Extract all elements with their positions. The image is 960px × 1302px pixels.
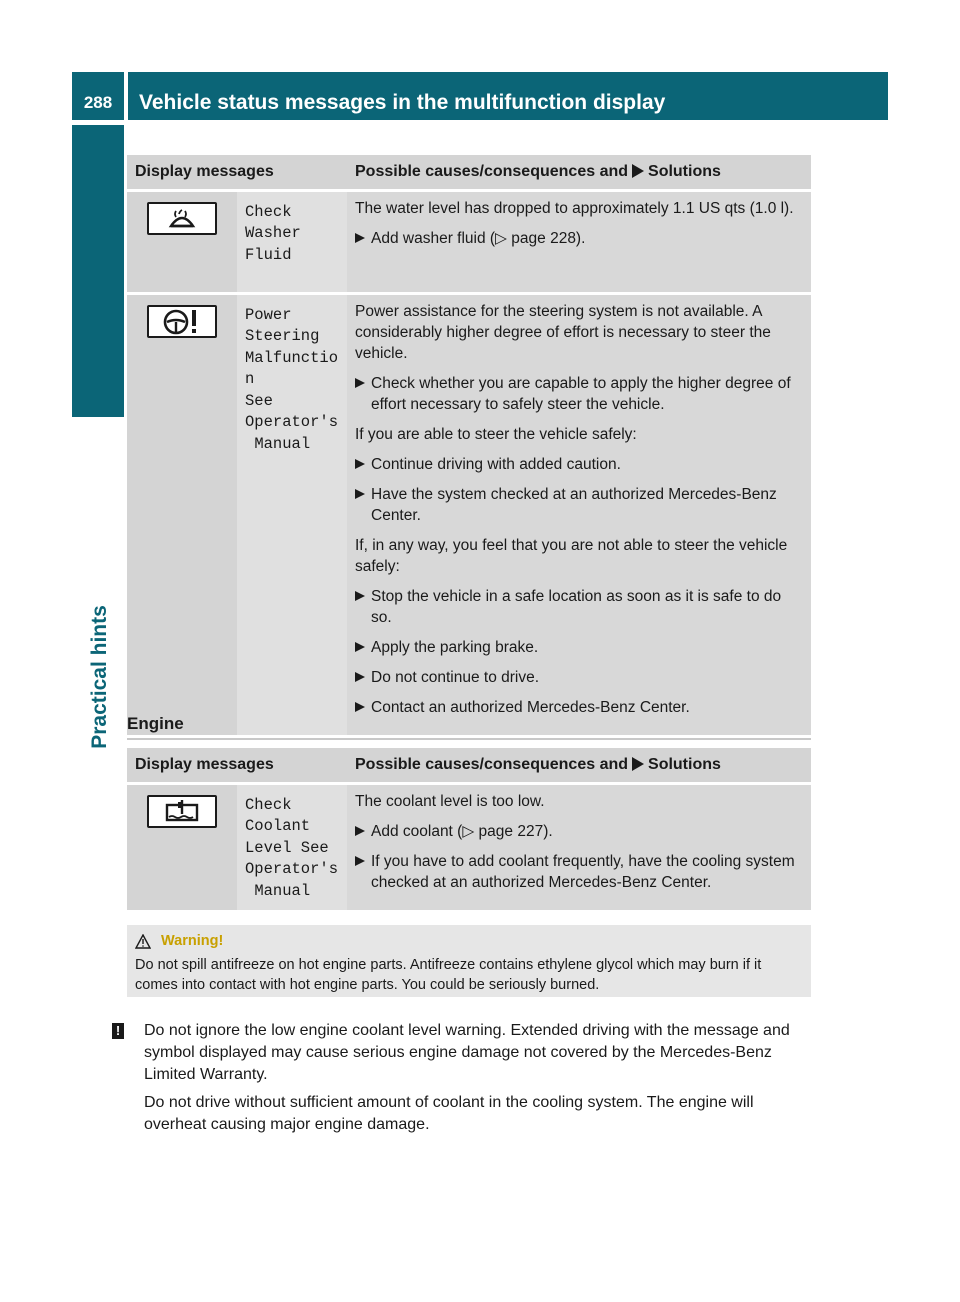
solution-text: Have the system checked at an authorized Mercedes-Benz Center. (371, 485, 777, 524)
arrow-right-icon (632, 164, 644, 178)
solution-bullet (355, 228, 803, 249)
bullet-arrow-icon (355, 459, 365, 469)
icon-cell (127, 293, 237, 735)
bullet-arrow-icon (355, 672, 365, 682)
solution-text: Check whether you are capable to apply the higher degree of effort necessary to safely steer the vehicle. (371, 374, 791, 413)
header-solutions (347, 155, 811, 190)
header-solutions-text-2: Solutions (648, 755, 721, 773)
note-paragraph: Do not drive without sufficient amount of coolant in the cooling system. The engine will overheat causing major engine damage. (144, 1094, 754, 1133)
display-message: Check Washer Fluid (237, 190, 347, 293)
cause-text: If, in any way, you feel that you are not able to steer the vehicle safely: (355, 536, 788, 575)
warning-title (135, 931, 803, 951)
status-table (127, 155, 811, 735)
bullet-arrow-icon (355, 489, 365, 499)
solution-text: Add washer fluid (▷ page 228). (371, 229, 586, 247)
solution-cell (347, 783, 811, 910)
solution-bullet (355, 821, 803, 842)
bullet-arrow-icon (355, 642, 365, 652)
solution-bullet (355, 637, 803, 658)
cause-text: The coolant level is too low. (355, 792, 545, 810)
bullet-arrow-icon (355, 233, 365, 243)
solution-text: Do not continue to drive. (371, 668, 540, 686)
arrow-right-icon (632, 757, 644, 771)
display-message: Power Steering Malfunctio n See Operator's Manual (237, 293, 347, 735)
solution-text: Continue driving with added caution. (371, 455, 621, 473)
solution-bullet (355, 454, 803, 475)
icon-cell (127, 783, 237, 910)
side-tab (72, 125, 124, 417)
solution-bullet (355, 851, 803, 893)
warning-title-text: Warning! (161, 933, 224, 949)
table-header-row (127, 748, 811, 783)
bullet-arrow-icon (355, 702, 365, 712)
coolant-level-icon (147, 795, 217, 828)
header-display-messages: Display messages (127, 748, 347, 783)
table-header-row (127, 155, 811, 190)
washer-fluid-icon (147, 202, 217, 235)
cause-text: Power assistance for the steering system is not available. A considerably higher degree of effort is necessary to steer the vehicle. (355, 302, 771, 362)
solution-text: Add coolant (▷ page 227). (371, 822, 553, 840)
cause-text: If you are able to steer the vehicle safely: (355, 425, 637, 443)
solution-bullet (355, 667, 803, 688)
warning-text: Do not spill antifreeze on hot engine parts. Antifreeze contains ethylene glycol which may burn if it comes into contact with hot engine parts. You could be seriously burned. (135, 957, 762, 993)
solution-bullet (355, 586, 803, 628)
engine-table (127, 748, 811, 910)
header-solutions-text: Possible causes/consequences and (355, 162, 629, 180)
table-row (127, 190, 811, 293)
display-message: Check Coolant Level See Operator's Manual (237, 783, 347, 910)
note-block (112, 1020, 817, 1142)
header-solutions (347, 748, 811, 783)
solution-text: If you have to add coolant frequently, have the cooling system checked at an authorized Mercedes-Benz Center. (371, 852, 795, 891)
solution-text: Stop the vehicle in a safe location as soon as it is safe to do so. (371, 587, 782, 626)
solution-cell (347, 190, 811, 293)
header-solutions-text-2: Solutions (648, 162, 721, 180)
side-label-text: Practical hints (88, 605, 111, 749)
power-steering-warning-icon (147, 305, 217, 338)
solution-text: Apply the parking brake. (371, 638, 539, 656)
solution-text: Contact an authorized Mercedes-Benz Center. (371, 698, 690, 716)
page-number: 288 (72, 72, 124, 120)
bullet-arrow-icon (355, 826, 365, 836)
cause-text: The water level has dropped to approximately 1.1 US qts (1.0 l). (355, 199, 794, 217)
solution-cell (347, 293, 811, 735)
page-title: Vehicle status messages in the multifunction display (128, 72, 888, 120)
bullet-arrow-icon (355, 856, 365, 866)
bullet-arrow-icon (355, 378, 365, 388)
solution-bullet (355, 484, 803, 526)
exclamation-icon: ! (112, 1023, 124, 1039)
bullet-arrow-icon (355, 591, 365, 601)
warning-triangle-icon (135, 934, 151, 949)
side-label (85, 592, 115, 762)
warning-box (127, 925, 811, 997)
table-row (127, 783, 811, 910)
section-title-engine: Engine (127, 714, 811, 740)
solution-bullet (355, 373, 803, 415)
note-paragraph: Do not ignore the low engine coolant level warning. Extended driving with the message and symbol displayed may cause serious engine damage not covered by the Mercedes-Benz Limited Warranty. (144, 1022, 790, 1083)
icon-cell (127, 190, 237, 293)
header-solutions-text: Possible causes/consequences and (355, 755, 629, 773)
header-display-messages: Display messages (127, 155, 347, 190)
table-row (127, 293, 811, 735)
